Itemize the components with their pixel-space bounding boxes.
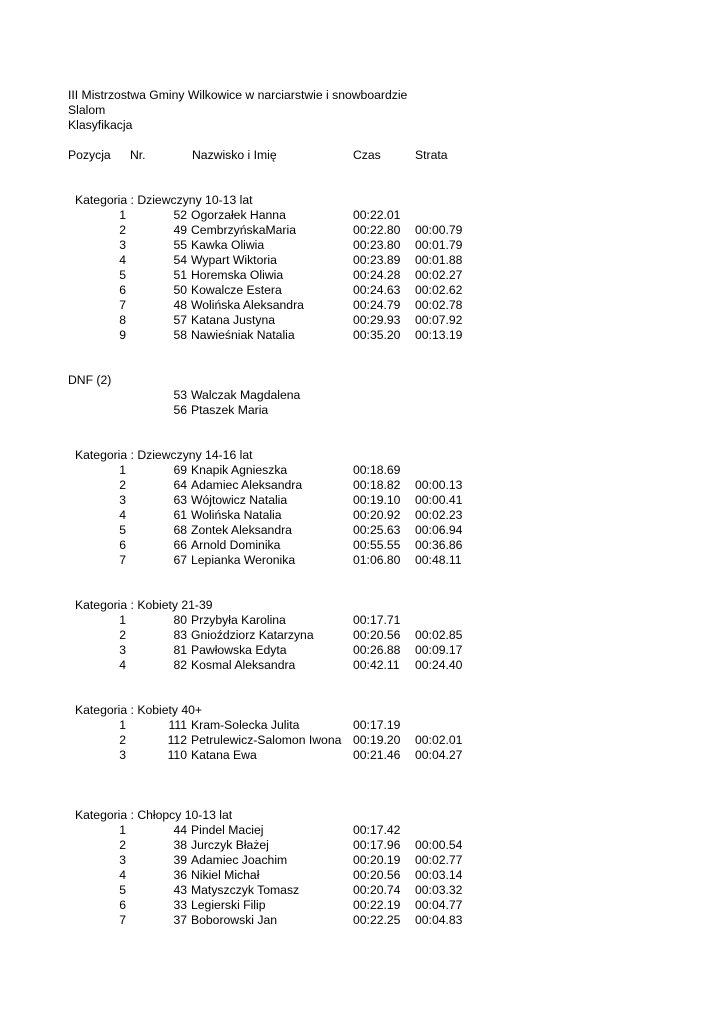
row-number: 67 [173, 553, 187, 567]
row-gap: 00:00.54 [415, 838, 463, 852]
row-gap: 00:48.11 [415, 553, 462, 567]
row-number: 33 [173, 898, 187, 912]
result-row [0, 283, 724, 298]
row-gap: 00:00.13 [415, 478, 463, 492]
row-number: 68 [173, 523, 187, 537]
result-row [0, 658, 724, 673]
row-gap: 00:04.77 [415, 898, 463, 912]
row-time: 00:20.56 [353, 628, 401, 642]
row-time: 00:20.19 [353, 853, 401, 867]
row-position: 1 [119, 613, 126, 627]
row-position: 3 [119, 493, 126, 507]
row-name: Adamiec Aleksandra [191, 478, 303, 492]
row-time: 00:55.55 [353, 538, 401, 552]
row-name: Kawka Oliwia [191, 238, 265, 252]
row-position: 5 [119, 268, 126, 282]
row-time: 00:18.82 [353, 478, 401, 492]
row-position: 9 [119, 328, 126, 342]
result-row [0, 493, 724, 508]
row-position: 7 [119, 298, 126, 312]
result-row [0, 553, 724, 568]
row-gap: 00:13.19 [415, 328, 463, 342]
row-number: 48 [173, 298, 187, 312]
row-time: 00:20.92 [353, 508, 401, 522]
row-time: 00:24.63 [353, 283, 401, 297]
result-row [0, 823, 724, 838]
category-heading: Kategoria : Chłopcy 10-13 lat [75, 808, 233, 822]
row-time: 00:17.42 [353, 823, 401, 837]
row-number: 52 [173, 208, 187, 222]
row-gap: 00:02.77 [415, 853, 463, 867]
row-gap: 00:00.79 [415, 223, 463, 237]
row-position: 1 [119, 208, 126, 222]
document-title: III Mistrzostwa Gminy Wilkowice w narciarstwie i snowboardzie [68, 88, 408, 102]
result-row [0, 313, 724, 328]
row-gap: 00:02.23 [415, 508, 463, 522]
row-time: 00:26.88 [353, 643, 401, 657]
row-time: 00:35.20 [353, 328, 401, 342]
result-row [0, 898, 724, 913]
row-number: 58 [173, 328, 187, 342]
row-gap: 00:24.40 [415, 658, 463, 672]
row-time: 00:24.79 [353, 298, 401, 312]
result-row [0, 298, 724, 313]
row-position: 3 [119, 748, 126, 762]
row-name: Nikiel Michał [191, 868, 260, 882]
row-time: 00:20.74 [353, 883, 401, 897]
row-gap: 00:04.83 [415, 913, 463, 927]
row-gap: 00:00.41 [415, 493, 463, 507]
row-gap: 00:03.32 [415, 883, 463, 897]
result-row [0, 478, 724, 493]
row-position: 4 [119, 658, 126, 672]
row-name: Wójtowicz Natalia [191, 493, 288, 507]
row-number: 51 [173, 268, 187, 282]
row-gap: 00:02.27 [415, 268, 463, 282]
header-number: Nr. [130, 148, 146, 162]
row-time: 00:23.80 [353, 238, 401, 252]
row-position: 4 [119, 508, 126, 522]
row-position: 1 [119, 718, 126, 732]
row-number: 36 [173, 868, 187, 882]
row-time: 00:25.63 [353, 523, 401, 537]
row-name: Katana Justyna [191, 313, 276, 327]
row-number: 82 [173, 658, 187, 672]
result-row [0, 253, 724, 268]
row-gap: 00:03.14 [415, 868, 463, 882]
row-number: 64 [173, 478, 187, 492]
row-number: 80 [173, 613, 187, 627]
row-gap: 00:02.01 [415, 733, 463, 747]
row-gap: 00:04.27 [415, 748, 463, 762]
row-position: 6 [119, 538, 126, 552]
row-time: 00:17.19 [353, 718, 401, 732]
result-row [0, 718, 724, 733]
row-number: 111 [168, 718, 187, 732]
header-name: Nazwisko i Imię [192, 148, 277, 162]
result-row [0, 268, 724, 283]
row-gap: 00:09.17 [415, 643, 463, 657]
row-position: 4 [119, 868, 126, 882]
row-position: 1 [119, 823, 126, 837]
row-time: 00:17.96 [353, 838, 401, 852]
result-row [0, 733, 724, 748]
row-name: Nawieśniak Natalia [191, 328, 295, 342]
row-name: Kosmal Aleksandra [191, 658, 296, 672]
result-row [0, 913, 724, 928]
row-number: 61 [173, 508, 187, 522]
result-row [0, 508, 724, 523]
row-position: 4 [119, 253, 126, 267]
row-name: CembrzyńskaMaria [191, 223, 296, 237]
row-name: Adamiec Joachim [191, 853, 288, 867]
row-number: 69 [173, 463, 187, 477]
header-gap: Strata [415, 148, 448, 162]
row-position: 1 [119, 463, 126, 477]
row-name: Ptaszek Maria [191, 403, 269, 417]
row-gap: 00:36.86 [415, 538, 463, 552]
document-subtitle: Slalom [68, 103, 106, 117]
row-time: 00:29.93 [353, 313, 401, 327]
row-position: 5 [119, 883, 126, 897]
row-position: 2 [119, 478, 126, 492]
row-position: 3 [119, 643, 126, 657]
row-time: 00:22.80 [353, 223, 401, 237]
category-heading: Kategoria : Kobiety 21-39 [75, 598, 213, 612]
row-name: Walczak Magdalena [191, 388, 301, 402]
result-row [0, 238, 724, 253]
row-position: 2 [119, 733, 126, 747]
row-name: Knapik Agnieszka [191, 463, 288, 477]
row-time: 00:20.56 [353, 868, 401, 882]
row-number: 56 [173, 403, 187, 417]
row-name: Horemska Oliwia [191, 268, 284, 282]
row-name: Pawłowska Edyta [191, 643, 287, 657]
row-name: Kram-Solecka Julita [191, 718, 300, 732]
row-number: 66 [173, 538, 187, 552]
row-time: 00:19.10 [353, 493, 401, 507]
category-heading: Kategoria : Dziewczyny 10-13 lat [75, 193, 253, 207]
row-position: 2 [119, 838, 126, 852]
row-number: 55 [173, 238, 187, 252]
row-gap: 00:02.78 [415, 298, 463, 312]
row-position: 3 [119, 853, 126, 867]
dnf-heading: DNF (2) [68, 373, 112, 387]
result-row [0, 328, 724, 343]
result-row [0, 388, 724, 403]
row-position: 2 [119, 223, 126, 237]
row-number: 54 [173, 253, 187, 267]
result-row [0, 403, 724, 418]
result-row [0, 463, 724, 478]
row-number: 37 [173, 913, 187, 927]
row-time: 00:18.69 [353, 463, 401, 477]
result-row [0, 208, 724, 223]
result-row [0, 628, 724, 643]
row-name: Katana Ewa [191, 748, 257, 762]
row-gap: 00:06.94 [415, 523, 463, 537]
result-row [0, 853, 724, 868]
row-name: Boborowski Jan [191, 913, 278, 927]
header-position: Pozycja [68, 148, 111, 162]
row-gap: 00:01.88 [415, 253, 463, 267]
result-row [0, 613, 724, 628]
row-position: 5 [119, 523, 126, 537]
row-number: 49 [173, 223, 187, 237]
result-row [0, 523, 724, 538]
row-position: 6 [119, 898, 126, 912]
row-time: 00:22.25 [353, 913, 401, 927]
row-position: 7 [119, 553, 126, 567]
row-position: 7 [119, 913, 126, 927]
row-position: 8 [119, 313, 126, 327]
header-time: Czas [353, 148, 381, 162]
result-row [0, 538, 724, 553]
row-name: Arnold Dominika [191, 538, 281, 552]
row-time: 00:42.11 [353, 658, 400, 672]
row-number: 38 [173, 838, 187, 852]
row-time: 00:24.28 [353, 268, 401, 282]
row-number: 53 [173, 388, 187, 402]
row-number: 63 [173, 493, 187, 507]
row-number: 50 [173, 283, 187, 297]
row-position: 2 [119, 628, 126, 642]
row-name: Legierski Filip [191, 898, 266, 912]
row-position: 3 [119, 238, 126, 252]
row-number: 44 [173, 823, 187, 837]
row-gap: 00:07.92 [415, 313, 463, 327]
row-time: 00:23.89 [353, 253, 401, 267]
row-number: 39 [173, 853, 187, 867]
result-row [0, 868, 724, 883]
row-time: 00:22.19 [353, 898, 401, 912]
row-name: Kowalcze Estera [191, 283, 282, 297]
section-heading: Klasyfikacja [68, 118, 133, 132]
category-heading: Kategoria : Dziewczyny 14-16 lat [75, 448, 253, 462]
result-row [0, 838, 724, 853]
category-heading: Kategoria : Kobiety 40+ [75, 703, 203, 717]
row-name: Matyszczyk Tomasz [191, 883, 300, 897]
row-name: Zontek Aleksandra [191, 523, 292, 537]
row-number: 43 [173, 883, 187, 897]
row-position: 6 [119, 283, 126, 297]
row-gap: 00:01.79 [415, 238, 463, 252]
row-name: Przybyła Karolina [191, 613, 286, 627]
row-time: 00:21.46 [353, 748, 401, 762]
row-time: 00:22.01 [353, 208, 401, 222]
result-row [0, 883, 724, 898]
row-number: 57 [173, 313, 187, 327]
row-name: Ogorzałek Hanna [191, 208, 286, 222]
row-number: 112 [167, 733, 187, 747]
row-gap: 00:02.85 [415, 628, 463, 642]
row-name: Petrulewicz-Salomon Iwona [191, 733, 342, 747]
row-gap: 00:02.62 [415, 283, 463, 297]
row-name: Pindel Maciej [191, 823, 264, 837]
result-row [0, 643, 724, 658]
row-time: 00:19.20 [353, 733, 401, 747]
row-name: Lepianka Weronika [191, 553, 296, 567]
result-row [0, 748, 724, 763]
row-name: Jurczyk Błażej [191, 838, 269, 852]
row-number: 81 [173, 643, 187, 657]
row-time: 01:06.80 [353, 553, 401, 567]
row-number: 83 [173, 628, 187, 642]
row-name: Gnioździorz Katarzyna [191, 628, 314, 642]
result-row [0, 223, 724, 238]
row-name: Wolińska Aleksandra [191, 298, 304, 312]
row-name: Wolińska Natalia [191, 508, 282, 522]
row-number: 110 [167, 748, 187, 762]
row-name: Wypart Wiktoria [191, 253, 277, 267]
row-time: 00:17.71 [353, 613, 401, 627]
